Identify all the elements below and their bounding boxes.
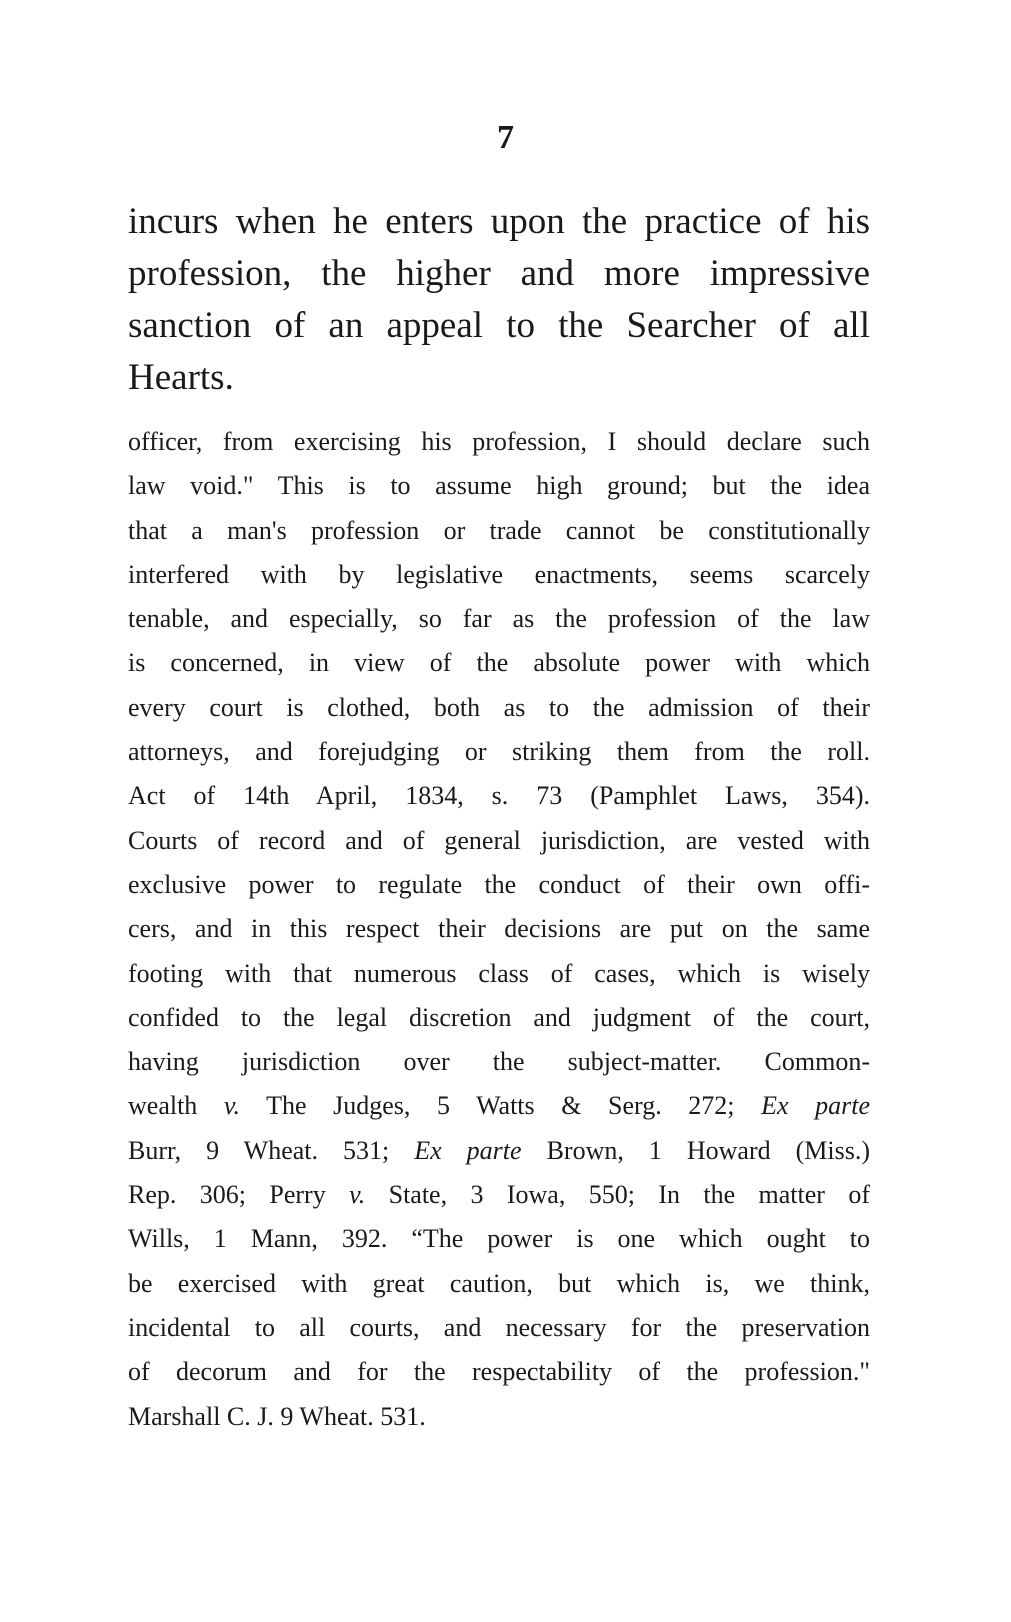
citation-text: Brown, 1 Howard (Miss.) (521, 1135, 871, 1165)
main-line: profession, the higher and more impressive (128, 253, 870, 294)
footnote-line: is concerned, in view of the absolute power with which (128, 648, 870, 678)
footnote-line: law void." This is to assume high ground; but the idea (128, 471, 870, 501)
citation-versus: v. (223, 1091, 241, 1121)
footnote-line: of decorum and for the respectability of the profession." (128, 1357, 870, 1387)
footnote-line: having jurisdiction over the subject-matter. Common- (128, 1047, 870, 1077)
footnote-paragraph (128, 420, 870, 1439)
footnote-line: cers, and in this respect their decisions are put on the same (128, 914, 870, 944)
citation-text: Rep. 306; Perry (128, 1180, 350, 1210)
page-number: 7 (497, 119, 514, 156)
citation-text: The Judges, 5 Watts & Serg. 272; (240, 1091, 762, 1121)
footnote-line: exclusive power to regulate the conduct of their own offi- (128, 869, 870, 899)
footnote-line-citation (128, 1084, 870, 1128)
footnote-line: Act of 14th April, 1834, s. 73 (Pamphlet Laws, 354). (128, 781, 870, 811)
main-line: Hearts. (128, 357, 234, 398)
citation-ex-parte: Ex parte (761, 1091, 870, 1121)
footnote-line: Courts of record and of general jurisdiction, are vested with (128, 825, 870, 855)
citation-text: Burr, 9 Wheat. 531; (128, 1135, 415, 1165)
main-line: sanction of an appeal to the Searcher of all (128, 305, 870, 346)
main-paragraph (128, 196, 870, 404)
main-line: incurs when he enters upon the practice of his (128, 201, 870, 242)
footnote-line: every court is clothed, both as to the admission of their (128, 692, 870, 722)
footnote-line: that a man's profession or trade cannot be constitutionally (128, 515, 870, 545)
footnote-line: incidental to all courts, and necessary for the preservation (128, 1312, 870, 1342)
footnote-line: interfered with by legislative enactments, seems scarcely (128, 559, 870, 589)
footnote-line: footing with that numerous class of cases, which is wisely (128, 958, 870, 988)
citation-text: wealth (128, 1091, 224, 1121)
footnote-line: tenable, and especially, so far as the profession of the law (128, 604, 870, 634)
footnote-line-citation (128, 1173, 870, 1217)
footnote-line: officer, from exercising his profession, I should declare such (128, 427, 870, 456)
footnote-line: Wills, 1 Mann, 392. “The power is one which ought to (128, 1224, 870, 1254)
citation-text: State, 3 Iowa, 550; In the matter of (365, 1180, 870, 1210)
footnote-line: be exercised with great caution, but which is, we think, (128, 1268, 870, 1298)
citation-versus: v. (349, 1180, 366, 1210)
footnote-line: confided to the legal discretion and judgment of the court, (128, 1002, 870, 1032)
footnote-line-citation (128, 1129, 870, 1173)
citation-ex-parte: Ex parte (414, 1135, 522, 1165)
footnote-line: Marshall C. J. 9 Wheat. 531. (128, 1401, 426, 1431)
footnote-line: attorneys, and forejudging or striking them from the roll. (128, 737, 870, 767)
